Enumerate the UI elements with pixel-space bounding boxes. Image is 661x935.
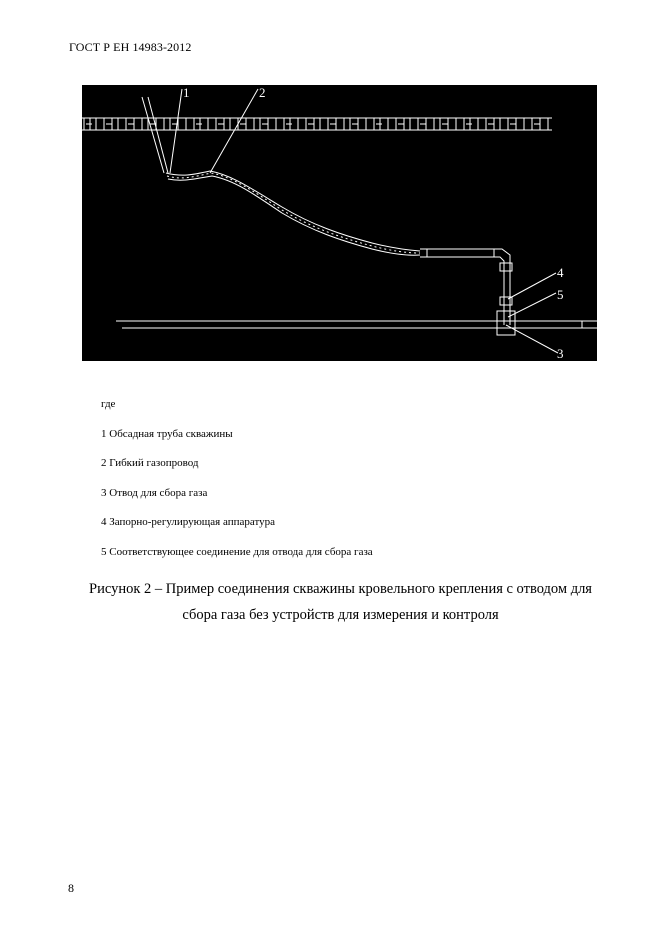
legend-item-valves: 4 Запорно-регулирующая аппаратура	[101, 516, 275, 528]
borehole-casing	[142, 97, 168, 173]
document-header-code: ГОСТ Р ЕН 14983-2012	[69, 40, 192, 54]
main-gas-pipeline	[116, 311, 597, 335]
connection-diagram	[82, 85, 597, 361]
figure-caption	[40, 576, 641, 628]
flexible-gas-pipeline	[166, 171, 420, 255]
legend-item-casing: 1 Обсадная труба скважины	[101, 428, 233, 440]
gas-drainage-branch	[420, 249, 512, 325]
diagram-canvas	[82, 85, 597, 361]
roof-strata-band	[82, 118, 552, 130]
legend-item-connection: 5 Соответствующее соединение для отвода для сбора газа	[101, 546, 373, 558]
page-number: 8	[68, 881, 74, 895]
legend-item-flexible-pipeline: 2 Гибкий газопровод	[101, 457, 199, 469]
caption-line-2: сбора газа без устройств для измерения и контроля	[182, 607, 499, 623]
callout-1: 1	[183, 85, 190, 100]
legend-item-branch: 3 Отвод для сбора газа	[101, 487, 208, 499]
callout-2: 2	[259, 85, 266, 100]
callout-3: 3	[557, 346, 564, 361]
legend-intro: где	[101, 398, 116, 410]
callout-4: 4	[557, 265, 564, 280]
callout-5: 5	[557, 287, 564, 302]
caption-line-1: Рисунок 2 – Пример соединения скважины кровельного крепления с отводом для	[89, 581, 592, 597]
